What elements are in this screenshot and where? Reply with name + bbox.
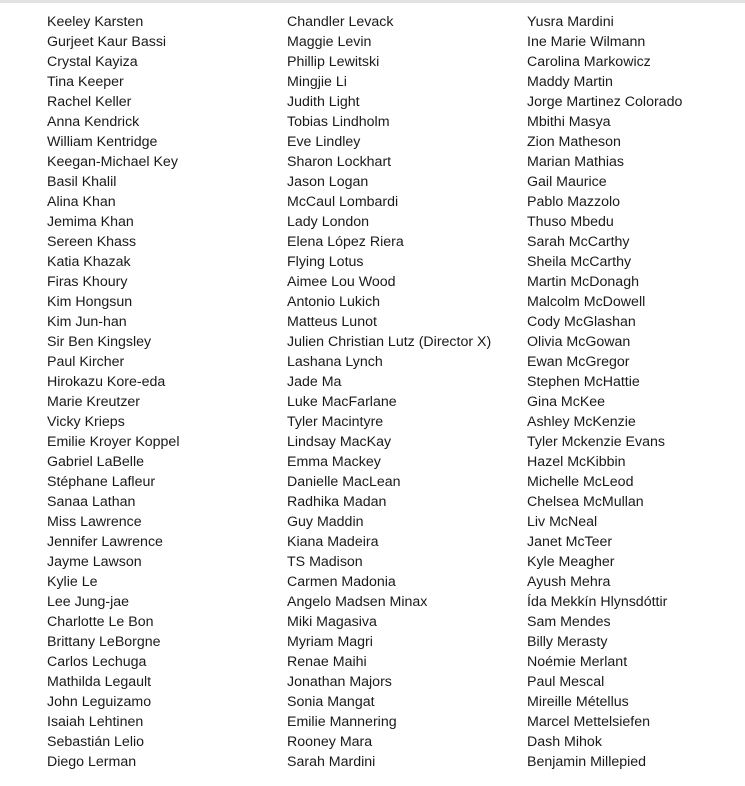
- name-list-item: Isaiah Lehtinen: [47, 714, 144, 730]
- name-list-item: Mireille Métellus: [527, 694, 629, 710]
- name-column-2: [287, 12, 519, 772]
- name-list-item: Tina Keeper: [47, 74, 124, 90]
- name-list-item: Maggie Levin: [287, 34, 372, 50]
- name-list-item: Lee Jung-jae: [47, 594, 130, 610]
- name-list-item: Michelle McLeod: [527, 474, 634, 490]
- name-list-item: Judith Light: [287, 94, 360, 110]
- name-list-item: Mbithi Masya: [527, 114, 611, 130]
- name-list-item: Anna Kendrick: [47, 114, 140, 130]
- name-column-1: [47, 12, 277, 772]
- name-list-item: Janet McTeer: [527, 534, 613, 550]
- name-list-item: Kyle Meagher: [527, 554, 615, 570]
- name-list-item: Myriam Magri: [287, 634, 373, 650]
- name-list-item: McCaul Lombardi: [287, 194, 399, 210]
- name-list-item: Chelsea McMullan: [527, 494, 644, 510]
- name-list-item: Sam Mendes: [527, 614, 611, 630]
- name-list-item: Sarah McCarthy: [527, 234, 630, 250]
- name-list-item: Luke MacFarlane: [287, 394, 397, 410]
- name-list-item: Olivia McGowan: [527, 334, 631, 350]
- name-list-item: Maddy Martin: [527, 74, 613, 90]
- name-list-item: Vicky Krieps: [47, 414, 125, 430]
- name-list-item: Billy Merasty: [527, 634, 608, 650]
- name-list-item: Malcolm McDowell: [527, 294, 646, 310]
- name-list-item: Sereen Khass: [47, 234, 137, 250]
- name-list-item: Thuso Mbedu: [527, 214, 614, 230]
- name-list-item: Carlos Lechuga: [47, 654, 147, 670]
- name-list-item: Gina McKee: [527, 394, 606, 410]
- name-list-item: Lindsay MacKay: [287, 434, 392, 450]
- name-list-item: TS Madison: [287, 554, 363, 570]
- name-list-item: Tyler Macintyre: [287, 414, 384, 430]
- name-list-item: Miss Lawrence: [47, 514, 142, 530]
- name-list-item: Gurjeet Kaur Bassi: [47, 34, 167, 50]
- name-list-item: Elena López Riera: [287, 234, 404, 250]
- name-list-item: Julien Christian Lutz (Director X): [287, 334, 492, 350]
- name-list-item: Radhika Madan: [287, 494, 387, 510]
- name-list-item: Lady London: [287, 214, 370, 230]
- name-list-item: Sonia Mangat: [287, 694, 375, 710]
- name-list-item: Gabriel LaBelle: [47, 454, 145, 470]
- name-list-item: Sanaa Lathan: [47, 494, 136, 510]
- name-list-item: Diego Lerman: [47, 754, 137, 770]
- name-list-item: John Leguizamo: [47, 694, 152, 710]
- name-list-item: Matteus Lunot: [287, 314, 377, 330]
- name-list-item: Marcel Mettelsiefen: [527, 714, 651, 730]
- name-list-item: Guy Maddin: [287, 514, 364, 530]
- name-list-item: Mathilda Legault: [47, 674, 152, 690]
- name-list-item: Zion Matheson: [527, 134, 621, 150]
- name-list-item: Jemima Khan: [47, 214, 134, 230]
- name-list-item: Marian Mathias: [527, 154, 624, 170]
- name-list-item: Yusra Mardini: [527, 14, 614, 30]
- name-list-item: Stéphane Lafleur: [47, 474, 156, 490]
- name-list-item: Aimee Lou Wood: [287, 274, 396, 290]
- name-list-item: Sheila McCarthy: [527, 254, 632, 270]
- name-list-item: Paul Kircher: [47, 354, 125, 370]
- name-list-item: Paul Mescal: [527, 674, 605, 690]
- name-list-item: Sir Ben Kingsley: [47, 334, 152, 350]
- top-divider: [0, 0, 745, 3]
- name-list-item: Kiana Madeira: [287, 534, 379, 550]
- name-list-item: Marie Kreutzer: [47, 394, 141, 410]
- name-list-item: Brittany LeBorgne: [47, 634, 161, 650]
- name-list-item: Emilie Mannering: [287, 714, 397, 730]
- name-list-item: Sharon Lockhart: [287, 154, 392, 170]
- name-list-item: Hirokazu Kore-eda: [47, 374, 166, 390]
- name-list-item: Crystal Kayiza: [47, 54, 138, 70]
- name-list-item: Emma Mackey: [287, 454, 381, 470]
- name-list-item: Rachel Keller: [47, 94, 132, 110]
- name-list-item: Ída Mekkín Hlynsdóttir: [527, 594, 668, 610]
- name-list-item: Carolina Markowicz: [527, 54, 651, 70]
- name-list-item: Charlotte Le Bon: [47, 614, 154, 630]
- name-list-item: Danielle MacLean: [287, 474, 401, 490]
- name-list-item: Katia Khazak: [47, 254, 131, 270]
- name-list-item: Rooney Mara: [287, 734, 373, 750]
- name-list-item: Jayme Lawson: [47, 554, 142, 570]
- name-list-item: Hazel McKibbin: [527, 454, 626, 470]
- name-list-item: Mingjie Li: [287, 74, 347, 90]
- name-list-item: Jade Ma: [287, 374, 342, 390]
- name-list-item: Ashley McKenzie: [527, 414, 636, 430]
- name-list-item: Firas Khoury: [47, 274, 128, 290]
- name-list-item: Kim Jun-han: [47, 314, 127, 330]
- name-list-item: Carmen Madonia: [287, 574, 396, 590]
- name-list-item: Martin McDonagh: [527, 274, 639, 290]
- name-list-item: Sebastián Lelio: [47, 734, 145, 750]
- name-list-item: Liv McNeal: [527, 514, 598, 530]
- name-column-3: [527, 12, 741, 772]
- name-list-item: Ayush Mehra: [527, 574, 611, 590]
- name-list-item: Flying Lotus: [287, 254, 364, 270]
- name-list-item: Emilie Kroyer Koppel: [47, 434, 180, 450]
- name-list-item: William Kentridge: [47, 134, 158, 150]
- name-list-item: Stephen McHattie: [527, 374, 640, 390]
- name-list-item: Tyler Mckenzie Evans: [527, 434, 665, 450]
- name-list-item: Basil Khalil: [47, 174, 117, 190]
- name-list-item: Tobias Lindholm: [287, 114, 390, 130]
- name-list-item: Sarah Mardini: [287, 754, 376, 770]
- name-list-item: Jason Logan: [287, 174, 369, 190]
- name-list-item: Miki Magasiva: [287, 614, 377, 630]
- name-list-item: Keeley Karsten: [47, 14, 144, 30]
- name-list-item: Jonathan Majors: [287, 674, 392, 690]
- name-list-item: Cody McGlashan: [527, 314, 636, 330]
- name-list-item: Phillip Lewitski: [287, 54, 380, 70]
- name-list-item: Alina Khan: [47, 194, 116, 210]
- name-list-item: Lashana Lynch: [287, 354, 383, 370]
- name-list-item: Keegan-Michael Key: [47, 154, 178, 170]
- name-list-item: Dash Mihok: [527, 734, 602, 750]
- name-list-item: Noémie Merlant: [527, 654, 628, 670]
- name-list-item: Benjamin Millepied: [527, 754, 647, 770]
- name-list-item: Gail Maurice: [527, 174, 607, 190]
- name-list-item: Pablo Mazzolo: [527, 194, 621, 210]
- name-list-item: Ewan McGregor: [527, 354, 630, 370]
- name-list-item: Angelo Madsen Minax: [287, 594, 428, 610]
- name-list-item: Kim Hongsun: [47, 294, 133, 310]
- name-list-item: Kylie Le: [47, 574, 98, 590]
- name-list-item: Eve Lindley: [287, 134, 361, 150]
- name-list-item: Jorge Martinez Colorado: [527, 94, 683, 110]
- name-list-item: Ine Marie Wilmann: [527, 34, 646, 50]
- name-list-item: Chandler Levack: [287, 14, 394, 30]
- name-list-item: Renae Maihi: [287, 654, 367, 670]
- name-list-item: Jennifer Lawrence: [47, 534, 163, 550]
- name-list-item: Antonio Lukich: [287, 294, 381, 310]
